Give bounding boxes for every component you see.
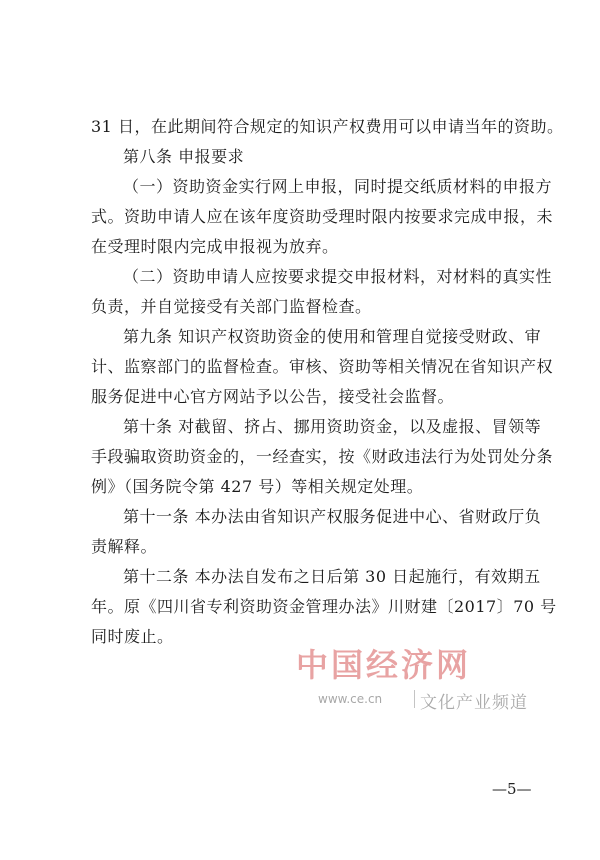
article-10-line-2: 手段骗取资助资金的，一经查实，按《财政违法行为处罚处分条 — [91, 447, 554, 466]
text-line-6: （二）资助申请人应按要求提交申报材料，对材料的真实性 — [123, 267, 553, 286]
article-10-line-1: 第十条 对截留、挤占、挪用资助资金，以及虚报、冒领等 — [123, 417, 542, 436]
article-10-line-3: 例》（国务院令第 427 号）等相关规定处理。 — [91, 477, 424, 496]
article-12-line-2: 年。原《四川省专利资助资金管理办法》川财建〔2017〕70 号 — [91, 597, 557, 616]
text-line-5: 在受理时限内完成申报视为放弃。 — [91, 237, 339, 256]
watermark-divider — [414, 690, 415, 708]
watermark-title: 中国经济网 — [296, 646, 472, 684]
text-line-1: 31 日，在此期间符合规定的知识产权费用可以申请当年的资助。 — [91, 117, 564, 136]
text-line-7: 负责，并自觉接受有关部门监督检查。 — [91, 297, 372, 316]
article-11-line-2: 责解释。 — [91, 537, 158, 556]
text-line-3: （一）资助资金实行网上申报，同时提交纸质材料的申报方 — [123, 177, 553, 196]
article-9-line-1: 第九条 知识产权资助资金的使用和管理自觉接受财政、审 — [123, 327, 542, 346]
article-9-line-2: 计、监察部门的监督检查。审核、资助等相关情况在省知识产权 — [91, 357, 554, 376]
document-body — [91, 112, 564, 652]
article-11-line-1: 第十一条 本办法由省知识产权服务促进中心、省财政厅负 — [123, 507, 542, 526]
page-number: —5— — [492, 780, 532, 798]
article-8-heading: 第八条 申报要求 — [123, 147, 245, 166]
article-9-line-3: 服务促进中心官方网站予以公告，接受社会监督。 — [91, 387, 455, 406]
watermark-logo — [296, 640, 546, 720]
watermark-subtitle: 文化产业频道 — [420, 693, 528, 713]
article-12-line-1: 第十二条 本办法自发布之日后第 30 日起施行，有效期五 — [123, 567, 541, 586]
article-12-line-3: 同时废止。 — [91, 627, 174, 646]
watermark-url: www.ce.cn — [318, 692, 383, 706]
text-line-4: 式。资助申请人应在该年度资助受理时限内按要求完成申报，未 — [91, 207, 554, 226]
